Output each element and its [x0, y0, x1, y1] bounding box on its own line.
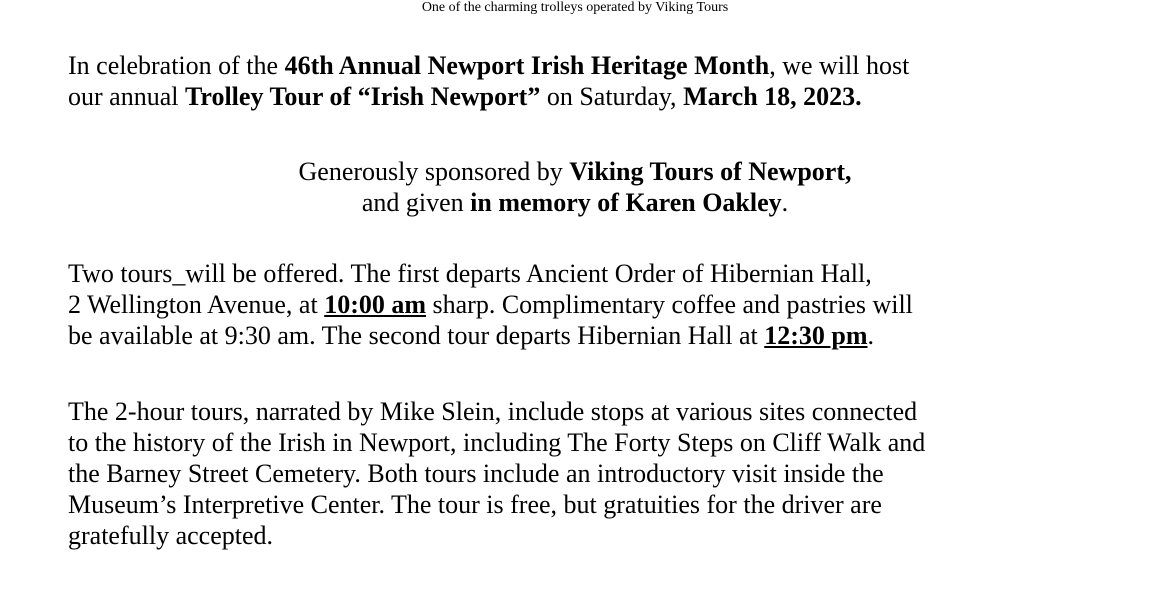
intro-text: our annual [68, 82, 185, 111]
sponsor-line-1 [0, 156, 1150, 187]
schedule-line-3 [68, 320, 1128, 351]
schedule-text: 2 Wellington Avenue, at [68, 290, 325, 319]
details-line-2: to the history of the Irish in Newport, including The Forty Steps on Cliff Walk and [68, 428, 926, 457]
first-tour-time: 10:00 am [324, 290, 427, 319]
sponsor-name: Viking Tours of Newport, [569, 157, 852, 186]
sponsor-text: Generously sponsored by [298, 157, 570, 186]
details-line-5: gratefully accepted. [68, 521, 273, 550]
schedule-line-2 [68, 289, 1128, 320]
sponsor-line-2 [0, 187, 1150, 218]
sponsor-text: . [781, 188, 789, 217]
details-line-4: Museum’s Interpretive Center. The tour is free, but gratuities for the driver are [68, 490, 882, 519]
second-tour-time: 12:30 pm [764, 321, 868, 350]
details-line-3: the Barney Street Cemetery. Both tours include an introductory visit inside the [68, 459, 884, 488]
schedule-text: be available at 9:30 am. The second tour departs Hibernian Hall at [68, 321, 765, 350]
intro-text: , we will host [769, 51, 910, 80]
details-paragraph [68, 396, 1128, 551]
photo-caption: One of the charming trolleys operated by Viking Tours [421, 0, 729, 15]
event-name: 46th Annual Newport Irish Heritage Month [284, 51, 770, 80]
intro-line-1 [68, 50, 1128, 81]
intro-line-2 [68, 81, 1128, 112]
intro-paragraph [68, 50, 1128, 112]
memorial-name: in memory of Karen Oakley [470, 188, 782, 217]
details-line-1: The 2-hour tours, narrated by Mike Slein, include stops at various sites connected [68, 397, 918, 426]
sponsor-text: and given [361, 188, 471, 217]
intro-text: In celebration of the [68, 51, 285, 80]
intro-text: on Saturday, [540, 82, 684, 111]
schedule-text: . [867, 321, 875, 350]
sponsor-paragraph [0, 156, 1150, 218]
schedule-text: sharp. Complimentary coffee and pastries will [426, 290, 913, 319]
tour-name: Trolley Tour of “Irish Newport” [184, 82, 541, 111]
event-date: March 18, 2023. [683, 82, 862, 111]
schedule-paragraph [68, 258, 1128, 351]
schedule-line-1: Two tours_will be offered. The first departs Ancient Order of Hibernian Hall, [68, 259, 872, 288]
